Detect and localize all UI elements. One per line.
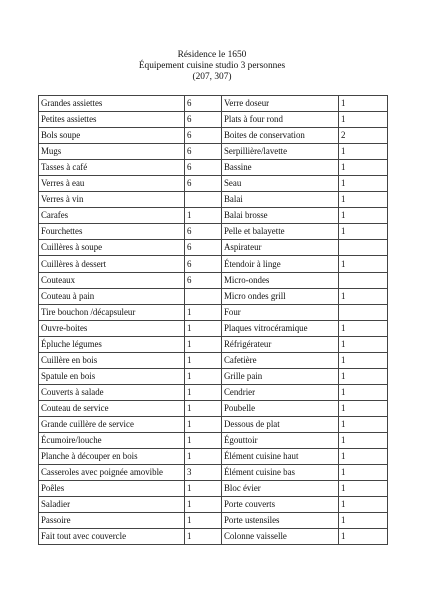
table-row (39, 384, 388, 400)
quantity-left: 1 (185, 449, 222, 465)
quantity-left: 6 (185, 272, 222, 288)
quantity-right: 2 (339, 128, 388, 144)
table-row (39, 400, 388, 416)
item-name-left: Mugs (39, 144, 185, 160)
item-name-right: Colonne vaisselle (222, 529, 339, 545)
document-subtitle: Équipement cuisine studio 3 personnes (138, 61, 286, 71)
quantity-right: 1 (339, 368, 388, 384)
table-row (39, 96, 388, 112)
item-name-right: Bloc évier (222, 481, 339, 497)
table-row (39, 288, 388, 304)
quantity-right: 1 (339, 224, 388, 240)
quantity-right (339, 272, 388, 288)
item-name-right: Micro-ondes (222, 272, 339, 288)
item-name-left: Saladier (39, 497, 185, 513)
quantity-left: 3 (185, 465, 222, 481)
table-row (39, 224, 388, 240)
quantity-left: 6 (185, 128, 222, 144)
quantity-right: 1 (339, 352, 388, 368)
item-name-right: Élément cuisine bas (222, 465, 339, 481)
item-name-right: Four (222, 304, 339, 320)
item-name-left: Cuillères à dessert (39, 256, 185, 272)
item-name-left: Cuillères à soupe (39, 240, 185, 256)
item-name-left: Fait tout avec couvercle (39, 529, 185, 545)
quantity-right: 1 (339, 497, 388, 513)
quantity-right: 1 (339, 529, 388, 545)
studio-numbers: (207, 307) (192, 72, 232, 82)
table-row (39, 481, 388, 497)
table-row (39, 192, 388, 208)
item-name-right: Balai (222, 192, 339, 208)
quantity-left: 1 (185, 336, 222, 352)
table-row (39, 432, 388, 448)
item-name-right: Réfrigérateur (222, 336, 339, 352)
item-name-left: Couteaux (39, 272, 185, 288)
item-name-left: Grande cuillère de service (39, 416, 185, 432)
item-name-left: Casseroles avec poignée amovible (39, 465, 185, 481)
item-name-left: Bols soupe (39, 128, 185, 144)
table-row (39, 144, 388, 160)
item-name-left: Planche à découper en bois (39, 449, 185, 465)
table-row (39, 513, 388, 529)
quantity-left: 6 (185, 144, 222, 160)
item-name-right: Seau (222, 176, 339, 192)
table-row (39, 256, 388, 272)
quantity-right: 1 (339, 160, 388, 176)
quantity-right: 1 (339, 481, 388, 497)
item-name-left: Couverts à salade (39, 384, 185, 400)
item-name-right: Cafetière (222, 352, 339, 368)
quantity-right: 1 (339, 320, 388, 336)
item-name-left: Grandes assiettes (39, 96, 185, 112)
table-row (39, 240, 388, 256)
table-row (39, 497, 388, 513)
item-name-right: Étendoir à linge (222, 256, 339, 272)
quantity-left (185, 192, 222, 208)
quantity-left: 1 (185, 400, 222, 416)
table-row (39, 336, 388, 352)
item-name-right: Cendrier (222, 384, 339, 400)
quantity-left: 1 (185, 513, 222, 529)
item-name-right: Plats à four rond (222, 112, 339, 128)
item-name-left: Verres à vin (39, 192, 185, 208)
residence-title: Résidence le 1650 (177, 50, 247, 60)
item-name-right: Plaques vitrocéramique (222, 320, 339, 336)
item-name-right: Dessous de plat (222, 416, 339, 432)
quantity-left (185, 288, 222, 304)
table-row (39, 529, 388, 545)
quantity-left: 1 (185, 416, 222, 432)
table-row (39, 449, 388, 465)
quantity-left: 1 (185, 529, 222, 545)
item-name-left: Carafes (39, 208, 185, 224)
item-name-right: Aspirateur (222, 240, 339, 256)
quantity-right: 1 (339, 112, 388, 128)
quantity-right: 1 (339, 513, 388, 529)
item-name-left: Ouvre-boites (39, 320, 185, 336)
item-name-right: Bassine (222, 160, 339, 176)
item-name-right: Serpillière/lavette (222, 144, 339, 160)
quantity-right: 1 (339, 96, 388, 112)
item-name-right: Boites de conservation (222, 128, 339, 144)
quantity-right: 1 (339, 336, 388, 352)
item-name-left: Cuillère en bois (39, 352, 185, 368)
quantity-right: 1 (339, 432, 388, 448)
table-row (39, 416, 388, 432)
quantity-right: 1 (339, 256, 388, 272)
quantity-left: 6 (185, 160, 222, 176)
quantity-right: 1 (339, 176, 388, 192)
item-name-left: Écumoire/louche (39, 432, 185, 448)
quantity-left: 1 (185, 352, 222, 368)
item-name-left: Couteau à pain (39, 288, 185, 304)
item-name-left: Petites assiettes (39, 112, 185, 128)
quantity-left: 1 (185, 497, 222, 513)
item-name-right: Balai brosse (222, 208, 339, 224)
item-name-left: Verres à eau (39, 176, 185, 192)
quantity-left: 1 (185, 481, 222, 497)
item-name-right: Grille pain (222, 368, 339, 384)
table-row (39, 112, 388, 128)
item-name-right: Égouttoir (222, 432, 339, 448)
item-name-right: Poubelle (222, 400, 339, 416)
quantity-right (339, 240, 388, 256)
item-name-right: Porte couverts (222, 497, 339, 513)
quantity-right: 1 (339, 384, 388, 400)
item-name-left: Tire bouchon /décapsuleur (39, 304, 185, 320)
item-name-left: Fourchettes (39, 224, 185, 240)
quantity-left: 6 (185, 112, 222, 128)
table-row (39, 128, 388, 144)
table-row (39, 272, 388, 288)
quantity-left: 6 (185, 256, 222, 272)
quantity-right: 1 (339, 144, 388, 160)
quantity-right: 1 (339, 400, 388, 416)
quantity-left: 1 (185, 320, 222, 336)
item-name-right: Micro ondes grill (222, 288, 339, 304)
document-header (0, 50, 424, 83)
quantity-right: 1 (339, 208, 388, 224)
table-row (39, 176, 388, 192)
quantity-right: 1 (339, 465, 388, 481)
item-name-left: Couteau de service (39, 400, 185, 416)
quantity-left: 6 (185, 240, 222, 256)
equipment-table (38, 95, 388, 545)
equipment-table-body (39, 96, 388, 545)
item-name-right: Élément cuisine haut (222, 449, 339, 465)
quantity-right: 1 (339, 449, 388, 465)
quantity-left: 6 (185, 96, 222, 112)
item-name-left: Tasses à café (39, 160, 185, 176)
item-name-left: Spatule en bois (39, 368, 185, 384)
quantity-right: 1 (339, 192, 388, 208)
table-row (39, 465, 388, 481)
table-row (39, 304, 388, 320)
quantity-left: 1 (185, 384, 222, 400)
quantity-left: 1 (185, 432, 222, 448)
item-name-left: Poêles (39, 481, 185, 497)
item-name-right: Verre doseur (222, 96, 339, 112)
table-row (39, 352, 388, 368)
quantity-left: 6 (185, 176, 222, 192)
item-name-right: Pelle et balayette (222, 224, 339, 240)
quantity-right: 1 (339, 416, 388, 432)
table-row (39, 160, 388, 176)
quantity-left: 1 (185, 368, 222, 384)
item-name-right: Porte ustensiles (222, 513, 339, 529)
quantity-right: 1 (339, 288, 388, 304)
table-row (39, 320, 388, 336)
table-row (39, 208, 388, 224)
item-name-left: Passoire (39, 513, 185, 529)
item-name-left: Épluche légumes (39, 336, 185, 352)
table-row (39, 368, 388, 384)
quantity-left: 6 (185, 224, 222, 240)
quantity-left: 1 (185, 208, 222, 224)
quantity-left: 1 (185, 304, 222, 320)
quantity-right (339, 304, 388, 320)
